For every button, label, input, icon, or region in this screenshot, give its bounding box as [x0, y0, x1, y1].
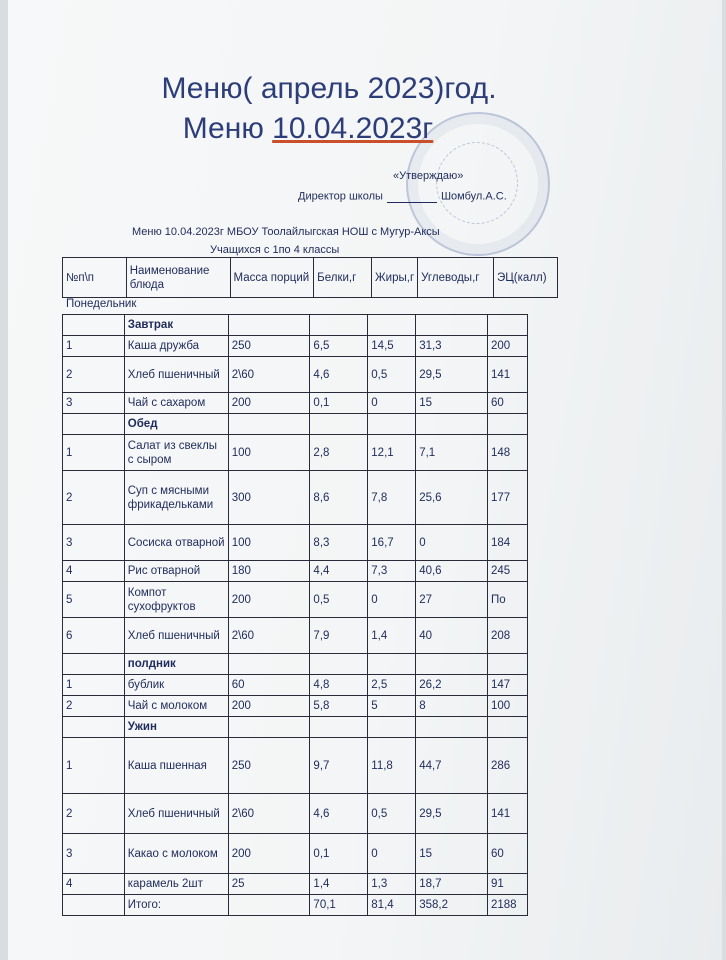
cell: Чай с сахаром	[124, 393, 228, 414]
section-lunch: Обед	[124, 414, 228, 435]
cell: 250	[228, 738, 310, 794]
cell: 2	[63, 696, 125, 717]
table-row	[63, 561, 528, 582]
cell: 70,1	[310, 895, 368, 916]
cell: 8	[416, 696, 488, 717]
table-row	[63, 336, 528, 357]
table-row	[63, 794, 528, 834]
cell: 0,5	[310, 582, 368, 618]
section-row	[63, 414, 528, 435]
cell: 14,5	[368, 336, 416, 357]
cell: 0,1	[310, 834, 368, 874]
cell: Рис отварной	[124, 561, 228, 582]
total-row	[63, 895, 528, 916]
cell: 200	[228, 582, 310, 618]
cell: 2,8	[310, 435, 368, 471]
table-row	[63, 435, 528, 471]
table-row	[63, 393, 528, 414]
cell: 81,4	[368, 895, 416, 916]
document-title: Меню( апрель 2023)год.	[161, 72, 497, 105]
cell: 40,6	[416, 561, 488, 582]
section-breakfast: Завтрак	[124, 315, 228, 336]
header-cell: Наименование блюда	[126, 258, 230, 298]
subtitle-date: 10.04.2023г	[272, 112, 434, 145]
cell: 286	[488, 738, 528, 794]
header-cell: Жиры,г	[372, 258, 418, 298]
cell: 147	[488, 675, 528, 696]
cell: Чай с молоком	[124, 696, 228, 717]
cell: карамель 2шт	[124, 874, 228, 895]
cell: 0	[416, 525, 488, 561]
cell: 0,5	[368, 357, 416, 393]
table-row	[63, 834, 528, 874]
cell: 245	[488, 561, 528, 582]
cell: 2\60	[228, 794, 310, 834]
cell: 100	[228, 435, 310, 471]
cell: 44,7	[416, 738, 488, 794]
cell: 15	[416, 834, 488, 874]
cell: 5	[63, 582, 125, 618]
cell: 11,8	[368, 738, 416, 794]
cell: 2\60	[228, 618, 310, 654]
menu-table	[62, 314, 528, 916]
table-row	[63, 675, 528, 696]
signature	[387, 190, 437, 203]
cell: 4	[63, 874, 125, 895]
cell: 1	[63, 738, 125, 794]
day-label: Понедельник	[66, 298, 137, 310]
cell: 3	[63, 393, 125, 414]
cell: 60	[488, 834, 528, 874]
cell: 25,6	[416, 471, 488, 525]
cell: Каша пшенная	[124, 738, 228, 794]
cell: 0	[368, 393, 416, 414]
cell: 0	[368, 582, 416, 618]
cell: Компот сухофруктов	[124, 582, 228, 618]
cell: 29,5	[416, 357, 488, 393]
cell: 2\60	[228, 357, 310, 393]
cell: 200	[228, 834, 310, 874]
students-line: Учащихся с 1по 4 классы	[210, 244, 340, 256]
cell: 1,4	[368, 618, 416, 654]
cell: 91	[488, 874, 528, 895]
header-cell: ЭЦ(калл)	[494, 258, 558, 298]
header-row	[63, 258, 558, 298]
cell: 4,4	[310, 561, 368, 582]
cell: 0,1	[310, 393, 368, 414]
cell: 1	[63, 336, 125, 357]
cell: 4,8	[310, 675, 368, 696]
cell: 1	[63, 675, 125, 696]
table-row	[63, 582, 528, 618]
table-row	[63, 738, 528, 794]
cell	[228, 895, 310, 916]
cell: Какао с молоком	[124, 834, 228, 874]
cell: 177	[488, 471, 528, 525]
cell: 2	[63, 471, 125, 525]
header-cell: №п\п	[63, 258, 127, 298]
document-subtitle	[8, 112, 608, 146]
cell: Сосиска отварной	[124, 525, 228, 561]
subtitle-prefix: Меню	[182, 112, 273, 145]
cell: 8,6	[310, 471, 368, 525]
cell: 26,2	[416, 675, 488, 696]
director-name: Шомбул.А.С.	[440, 190, 507, 203]
cell: 60	[228, 675, 310, 696]
director-title: Директор школы	[298, 190, 383, 203]
cell: 300	[228, 471, 310, 525]
cell: 2,5	[368, 675, 416, 696]
cell: 4,6	[310, 357, 368, 393]
cell: 25	[228, 874, 310, 895]
section-row	[63, 654, 528, 675]
cell: 5	[368, 696, 416, 717]
cell: 2188	[488, 895, 528, 916]
table-row	[63, 525, 528, 561]
cell: 9,7	[310, 738, 368, 794]
cell: 7,9	[310, 618, 368, 654]
cell: 148	[488, 435, 528, 471]
cell: 184	[488, 525, 528, 561]
cell: 18,7	[416, 874, 488, 895]
cell: 141	[488, 794, 528, 834]
table-row	[63, 357, 528, 393]
cell: По	[488, 582, 528, 618]
section-snack: полдник	[124, 654, 228, 675]
cell	[63, 895, 125, 916]
cell: 250	[228, 336, 310, 357]
header-cell: Масса порций	[230, 258, 314, 298]
menu-info-line: Меню 10.04.2023г МБОУ Тоолайлыгская НОШ с Мугур-Аксы	[132, 226, 440, 238]
cell: 6	[63, 618, 125, 654]
cell: 1	[63, 435, 125, 471]
cell: 31,3	[416, 336, 488, 357]
cell: Хлеб пшеничный	[124, 357, 228, 393]
cell: 141	[488, 357, 528, 393]
cell: 15	[416, 393, 488, 414]
table-row	[63, 618, 528, 654]
cell: 7,1	[416, 435, 488, 471]
cell: 1,3	[368, 874, 416, 895]
cell: 1,4	[310, 874, 368, 895]
cell: 100	[228, 525, 310, 561]
cell: 8,3	[310, 525, 368, 561]
cell: 358,2	[416, 895, 488, 916]
cell: Каша дружба	[124, 336, 228, 357]
cell: 5,8	[310, 696, 368, 717]
cell: 3	[63, 834, 125, 874]
cell: 0,5	[368, 794, 416, 834]
cell: 6,5	[310, 336, 368, 357]
director-line	[298, 190, 507, 203]
header-cell: Углеводы,г	[418, 258, 494, 298]
cell: Хлеб пшеничный	[124, 794, 228, 834]
cell: 12,1	[368, 435, 416, 471]
cell: 2	[63, 357, 125, 393]
cell: бублик	[124, 675, 228, 696]
section-row	[63, 315, 528, 336]
table-row	[63, 696, 528, 717]
cell: 27	[416, 582, 488, 618]
cell: 200	[228, 393, 310, 414]
header-table	[62, 257, 558, 298]
cell: 4	[63, 561, 125, 582]
cell: Суп с мясными фрикадельками	[124, 471, 228, 525]
table-row	[63, 874, 528, 895]
section-row	[63, 717, 528, 738]
cell: 16,7	[368, 525, 416, 561]
cell: 100	[488, 696, 528, 717]
cell: 2	[63, 794, 125, 834]
table-row	[63, 471, 528, 525]
total-label: Итого:	[124, 895, 228, 916]
section-dinner: Ужин	[124, 717, 228, 738]
approval-label: «Утверждаю»	[393, 170, 464, 182]
cell: Салат из свеклы с сыром	[124, 435, 228, 471]
cell: 7,3	[368, 561, 416, 582]
cell: 7,8	[368, 471, 416, 525]
cell: 40	[416, 618, 488, 654]
cell: 4,6	[310, 794, 368, 834]
cell: Хлеб пшеничный	[124, 618, 228, 654]
header-cell: Белки,г	[314, 258, 372, 298]
cell: 0	[368, 834, 416, 874]
cell: 200	[228, 696, 310, 717]
cell: 208	[488, 618, 528, 654]
cell: 3	[63, 525, 125, 561]
cell: 200	[488, 336, 528, 357]
cell: 60	[488, 393, 528, 414]
cell: 180	[228, 561, 310, 582]
cell: 29,5	[416, 794, 488, 834]
